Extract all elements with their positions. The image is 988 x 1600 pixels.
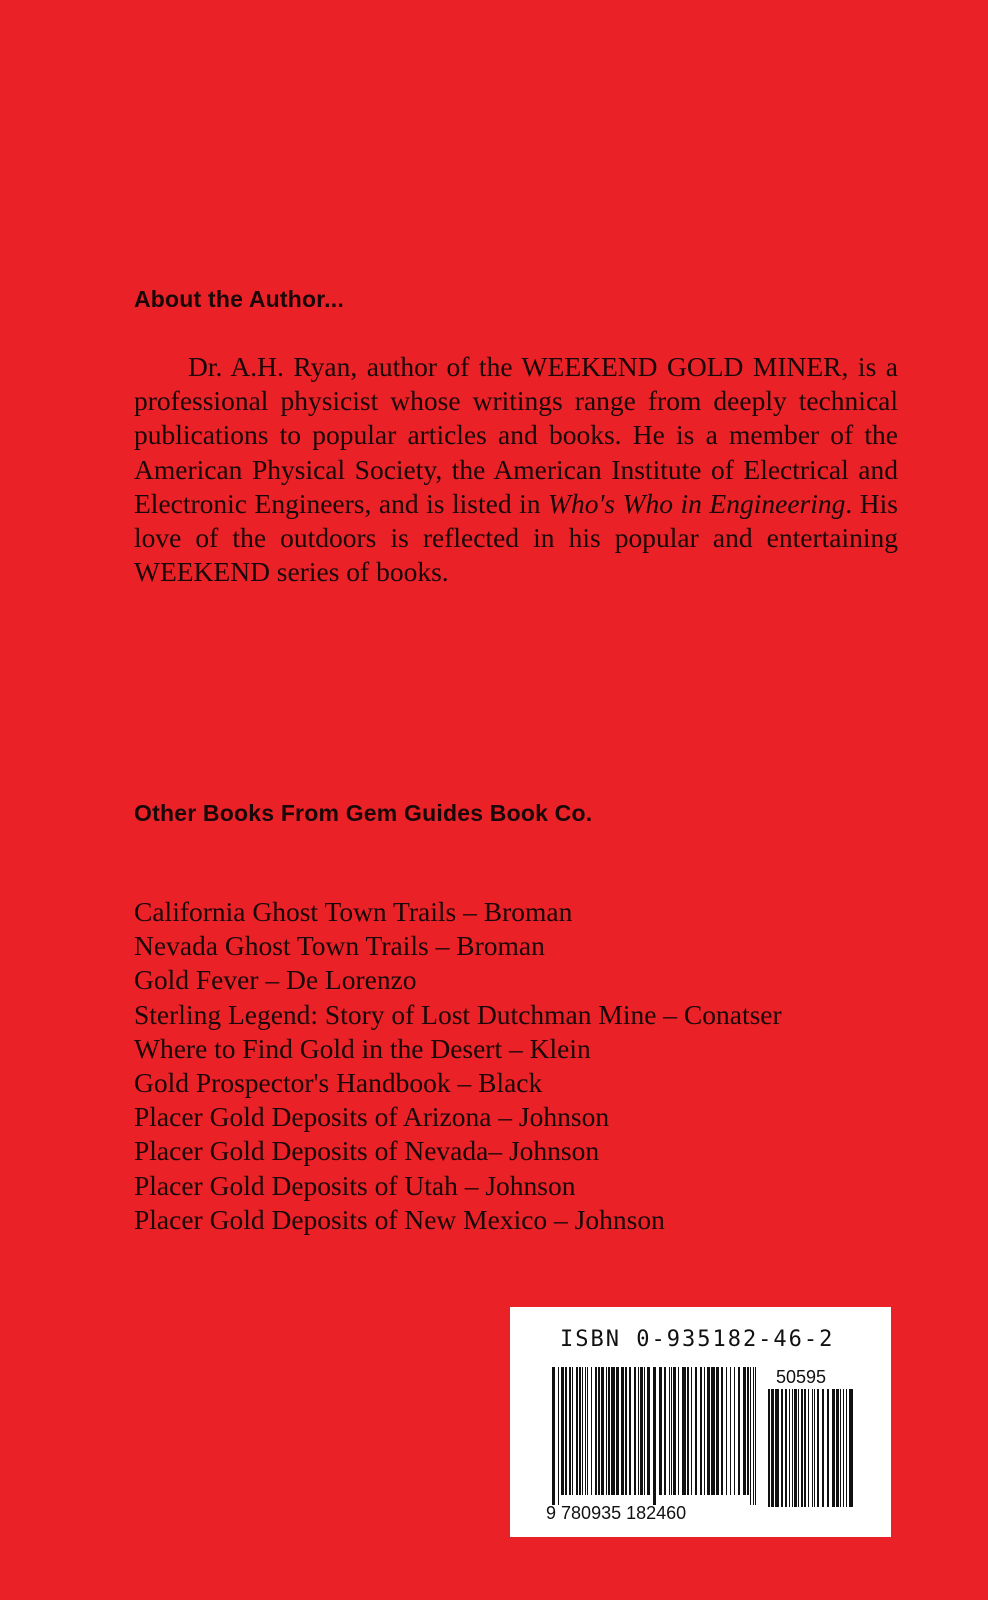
barcode-bar [582, 1367, 583, 1495]
barcode-bar [812, 1389, 813, 1507]
barcode-bar [601, 1367, 604, 1495]
barcode-bar [711, 1367, 715, 1495]
barcode-bar [814, 1389, 815, 1507]
barcode-bar [755, 1367, 756, 1505]
book-item: Gold Prospector's Handbook – Black [134, 1067, 543, 1099]
barcode-bar [707, 1367, 710, 1495]
barcode-bar [817, 1389, 819, 1507]
barcode-bar [747, 1367, 749, 1495]
book-item: Placer Gold Deposits of Utah – Johnson [134, 1169, 576, 1201]
book-item: Nevada Ghost Town Trails – Broman [134, 930, 545, 962]
barcode-bar [669, 1367, 670, 1495]
barcode-bar [664, 1367, 666, 1495]
barcode-bar [634, 1367, 636, 1495]
barcode-bar [775, 1389, 779, 1507]
barcode-bar [561, 1367, 564, 1495]
ean-left-digits: 780935 [561, 1503, 622, 1523]
barcode-bar [585, 1367, 586, 1495]
book-item: Placer Gold Deposits of Nevada– Johnson [134, 1135, 600, 1167]
book-item: Placer Gold Deposits of New Mexico – Johnson [134, 1203, 665, 1235]
ean-digits [546, 1503, 686, 1524]
barcode-bar [565, 1367, 567, 1495]
barcode-bar [849, 1389, 853, 1507]
book-item: Sterling Legend: Story of Lost Dutchman Mine – Conatser [134, 998, 782, 1030]
barcode-bar [591, 1367, 592, 1495]
barcode-bar [836, 1389, 839, 1507]
barcode-bar [691, 1367, 692, 1495]
barcode-bar [616, 1367, 619, 1495]
barcode-bar [682, 1367, 686, 1495]
ean-barcode [550, 1367, 760, 1507]
barcode-bar [611, 1367, 615, 1495]
book-item: California Ghost Town Trails – Broman [134, 896, 573, 927]
ean-right-digits: 182460 [626, 1503, 687, 1523]
barcode-bar [808, 1389, 809, 1507]
barcode-bar [827, 1389, 829, 1507]
book-item: Where to Find Gold in the Desert – Klein [134, 1032, 591, 1064]
barcode-bar [798, 1389, 799, 1507]
barcode-bar [721, 1367, 723, 1495]
other-books-heading: Other Books From Gem Guides Book Co. [134, 800, 593, 826]
barcode-bar [625, 1367, 627, 1495]
barcode-bar [673, 1367, 676, 1495]
barcode-bar [598, 1367, 600, 1495]
barcode-bar [558, 1367, 559, 1505]
bio-text-start: Dr. A.H. Ryan, author of the WEEKEND GOLD MINER, is a professional physicist whose writings range from deeply technical publications to popular articles and books. He is a member of the American Physical Society, the American Institute of Electrical and Electronic Engineers, and is listed in [134, 351, 898, 519]
ean-first-digit: 9 [546, 1503, 557, 1523]
barcode-bar [621, 1367, 624, 1495]
isbn-text: ISBN 0-935182-46-2 [560, 1327, 835, 1352]
barcode-bar [638, 1367, 639, 1495]
barcode-bar [785, 1389, 787, 1507]
barcode-bar [734, 1367, 735, 1495]
barcode-bar [678, 1367, 679, 1495]
barcode-bar [629, 1367, 631, 1495]
other-books-list [134, 895, 898, 1237]
book-item: Gold Fever – De Lorenzo [134, 964, 417, 996]
book-item: Placer Gold Deposits of Arizona – Johnson [134, 1101, 610, 1133]
barcode-bar [595, 1367, 597, 1495]
barcode-bar [726, 1367, 727, 1495]
barcode-bar [640, 1367, 643, 1495]
barcode-bar [804, 1389, 806, 1507]
barcode-bar [695, 1367, 697, 1495]
barcode-bar [704, 1367, 705, 1495]
barcode-bar [771, 1389, 774, 1507]
barcode-bar [687, 1367, 689, 1495]
barcode-bar [671, 1367, 672, 1495]
bio-text-end: . His love of the outdoors is reflected in his popular and entertaining WEEKEND series of books. [134, 487, 899, 588]
barcode-bar [789, 1389, 790, 1507]
barcode-bar [587, 1367, 588, 1495]
barcode-bar [576, 1367, 578, 1495]
barcode-bar [794, 1389, 797, 1507]
barcode-bar [608, 1367, 610, 1495]
barcode-bar [781, 1389, 783, 1507]
barcode-bar [730, 1367, 731, 1495]
barcode-bar [716, 1367, 719, 1495]
barcode-bar [843, 1389, 844, 1507]
barcode-bar [606, 1367, 607, 1495]
barcode-bar [832, 1389, 835, 1507]
barcode-bar [750, 1367, 751, 1505]
barcode-bar [659, 1367, 662, 1495]
barcode-bar [569, 1367, 571, 1495]
barcode-bar [768, 1389, 770, 1507]
barcode-bar [846, 1389, 847, 1507]
author-bio [134, 350, 898, 589]
barcode-bar [647, 1367, 650, 1495]
barcode-bar [753, 1367, 754, 1505]
barcode-bar [822, 1389, 824, 1507]
barcode-bar [572, 1367, 573, 1495]
barcode-bar [743, 1367, 746, 1495]
barcode-bar [644, 1367, 645, 1495]
barcode-label [510, 1307, 891, 1537]
addon-barcode [766, 1389, 858, 1507]
barcode-bar [700, 1367, 702, 1495]
barcode-bar [579, 1367, 581, 1495]
barcode-bar [840, 1389, 841, 1507]
barcode-bar [653, 1367, 656, 1505]
bio-book-title: Who's Who in Engineering [548, 487, 846, 519]
barcode-bar [792, 1389, 793, 1507]
barcode-bar [801, 1389, 803, 1507]
about-author-heading: About the Author... [134, 286, 344, 312]
barcode-bar [738, 1367, 740, 1495]
addon-price-text: 50595 [776, 1367, 827, 1387]
barcode-bar [552, 1367, 555, 1505]
